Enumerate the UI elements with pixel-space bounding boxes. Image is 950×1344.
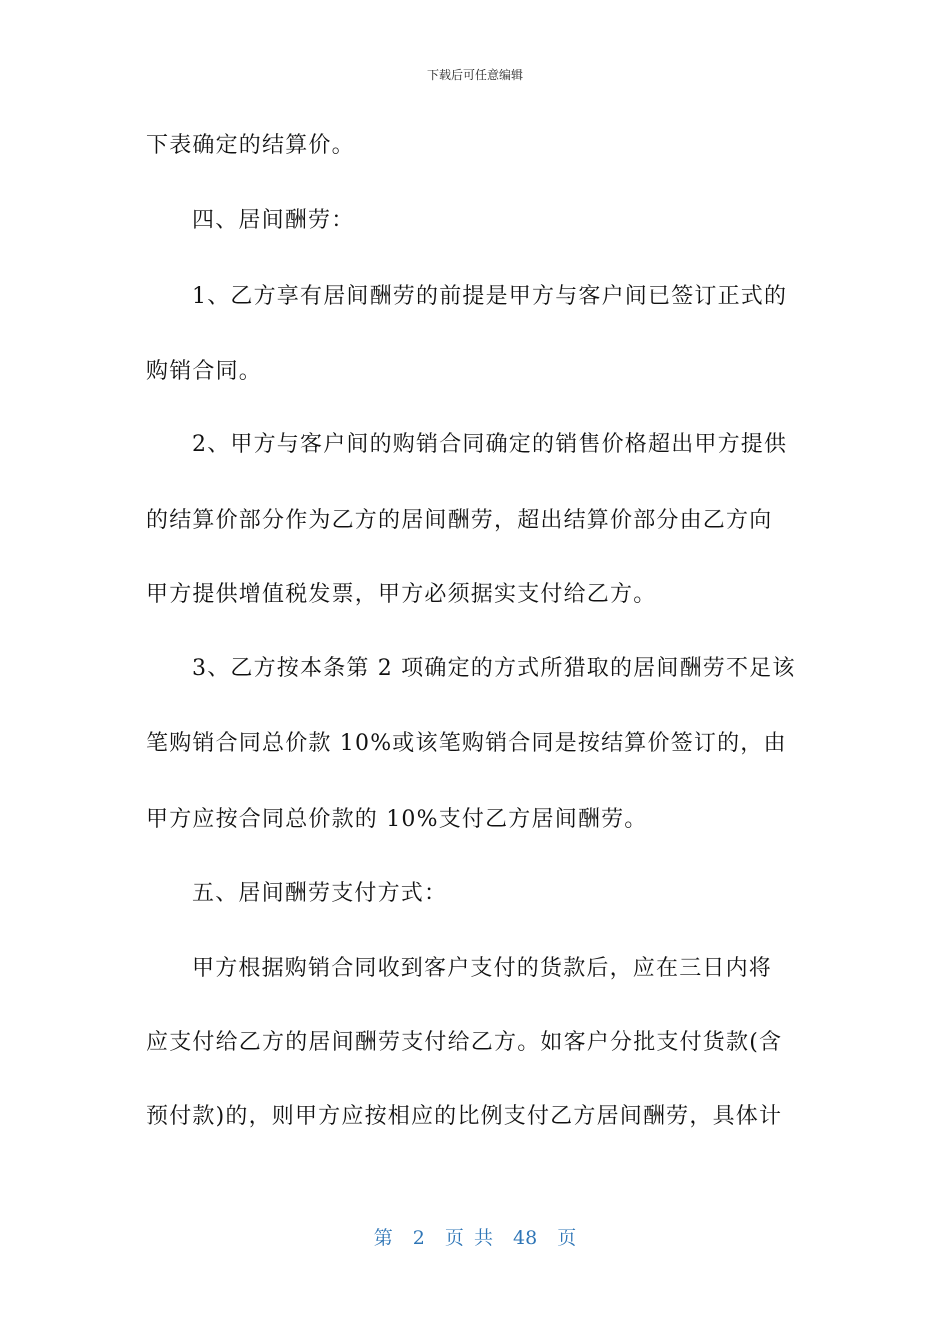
section-heading-5: 五、居间酬劳支付方式： (192, 881, 448, 906)
text-line-13: 应支付给乙方的居间酬劳支付给乙方。如客户分批支付货款(含 (146, 1030, 783, 1055)
text-line-7: 甲方提供增值税发票，甲方必须据实支付给乙方。 (146, 582, 657, 607)
text-line-10: 甲方应按合同总价款的 10%支付乙方居间酬劳。 (146, 807, 648, 832)
text-line-6: 的结算价部分作为乙方的居间酬劳，超出结算价部分由乙方向 (146, 508, 773, 533)
text-line-14: 预付款)的，则甲方应按相应的比例支付乙方居间酬劳，具体计 (146, 1104, 783, 1129)
text-line-9: 笔购销合同总价款 10%或该笔购销合同是按结算价签订的，由 (146, 731, 787, 756)
text-line-1: 下表确定的结算价。 (146, 133, 355, 158)
text-line-3: 1、乙方享有居间酬劳的前提是甲方与客户间已签订正式的 (192, 284, 788, 309)
footer-total-pages: 48 (513, 1227, 538, 1249)
footer-prefix: 第 (373, 1227, 393, 1249)
text-line-12: 甲方根据购销合同收到客户支付的货款后，应在三日内将 (192, 956, 773, 981)
footer-current-page: 2 (412, 1227, 425, 1249)
text-line-4: 购销合同。 (146, 359, 263, 384)
footer-middle: 页 共 (444, 1227, 493, 1249)
text-line-8: 3、乙方按本条第 2 项确定的方式所猎取的居间酬劳不足该 (192, 656, 796, 681)
page-footer (0, 1226, 950, 1250)
page-header-note: 下载后可任意编辑 (426, 68, 523, 82)
text-line-5: 2、甲方与客户间的购销合同确定的销售价格超出甲方提供 (192, 432, 788, 457)
footer-suffix: 页 (557, 1227, 577, 1249)
section-heading-4: 四、居间酬劳： (192, 208, 355, 233)
